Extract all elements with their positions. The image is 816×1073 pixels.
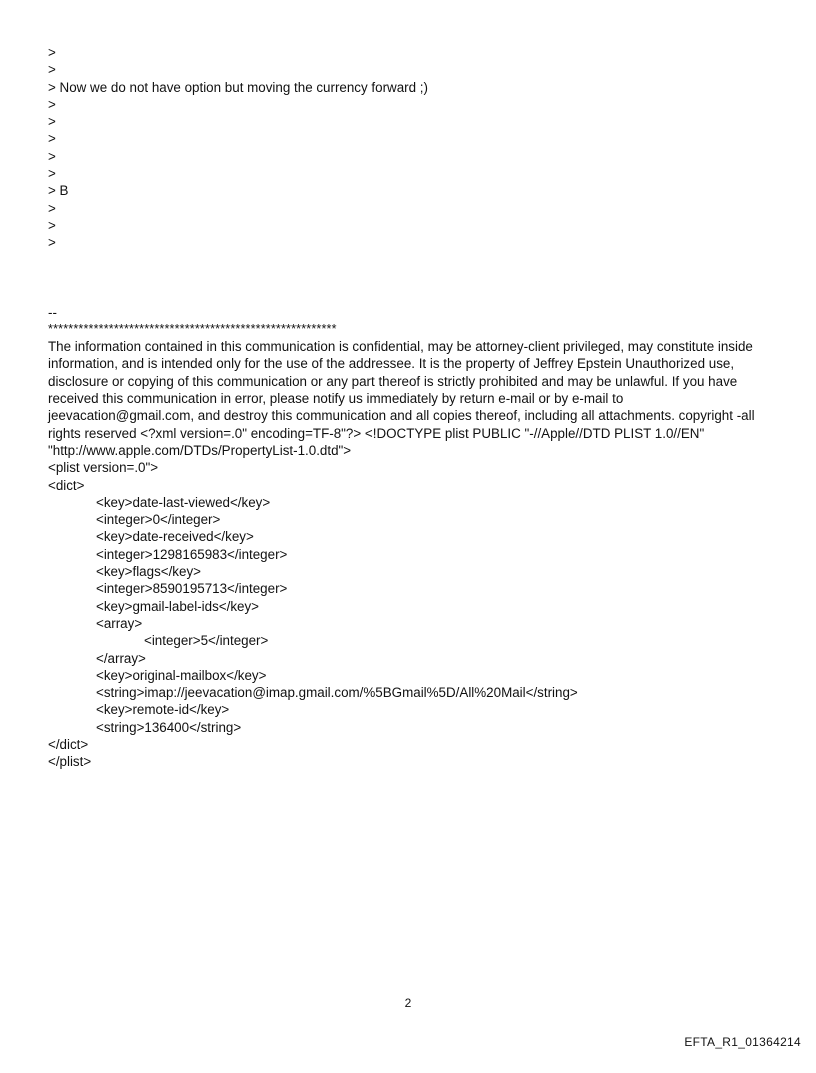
quoted-line: >	[48, 200, 56, 216]
quoted-line: > Now we do not have option but moving the currency forward ;)	[48, 79, 428, 95]
plist-line: <key>gmail-label-ids</key>	[96, 598, 260, 614]
quoted-line: >	[48, 114, 56, 130]
document-id: EFTA_R1_01364214	[684, 1035, 801, 1049]
quoted-reply	[48, 44, 778, 252]
email-body	[48, 44, 778, 771]
quoted-line: >	[48, 62, 56, 78]
quoted-line: >	[48, 96, 56, 112]
quoted-line: >	[48, 217, 56, 233]
dict-close: </dict>	[48, 736, 89, 752]
plist-block	[48, 459, 778, 770]
dict-open: <dict>	[48, 477, 85, 493]
page-number: 2	[404, 996, 412, 1010]
plist-line: <string>imap://jeevacation@imap.gmail.com/%5BGmail%5D/All%20Mail</string>	[96, 685, 578, 701]
plist-line: <key>date-received</key>	[96, 529, 254, 545]
plist-line: <key>remote-id</key>	[96, 702, 230, 718]
quoted-line: >	[48, 166, 56, 182]
plist-line: <string>136400</string>	[96, 719, 242, 735]
plist-line: <integer>0</integer>	[96, 512, 221, 528]
confidentiality-disclaimer: The information contained in this communication is confidential, may be attorney-client privileged, may constitute inside information, and is intended only for the use of the addressee. It is the property of Jeffrey Epstein Unauthorized use, disclosure or copying of this communication or any part thereof is strictly prohibited and may be unlawful. If you have received this communication in error, please notify us immediately by return e-mail or by e-mail to jeevacation@gmail.com, and destroy this communication and all copies thereof, including all attachments. copyright -all rights reserved <?xml version=.0" encoding=TF-8"?> <!DOCTYPE plist PUBLIC "-//Apple//DTD PLIST 1.0//EN" "http://www.apple.com/DTDs/PropertyList-1.0.dtd">	[48, 339, 755, 458]
plist-line: <key>flags</key>	[96, 564, 201, 580]
quoted-line: >	[48, 148, 56, 164]
stars-divider: *********************************************************	[48, 321, 337, 336]
blank-gap	[48, 252, 778, 304]
plist-line: <integer>1298165983</integer>	[96, 546, 288, 562]
plist-open: <plist version=.0">	[48, 460, 159, 476]
signature-separator: --	[48, 304, 57, 320]
quoted-line: >	[48, 45, 56, 60]
plist-line: <integer>8590195713</integer>	[96, 581, 288, 597]
plist-array-item: <integer>5</integer>	[144, 633, 269, 649]
plist-close: </plist>	[48, 754, 92, 770]
quoted-line: > B	[48, 183, 69, 199]
signature-block	[48, 304, 778, 460]
plist-line: </array>	[96, 650, 146, 666]
plist-line: <key>original-mailbox</key>	[96, 667, 267, 683]
quoted-line: >	[48, 131, 56, 147]
quoted-line: >	[48, 235, 56, 251]
plist-line: <array>	[96, 615, 143, 631]
plist-line: <key>date-last-viewed</key>	[96, 494, 271, 510]
